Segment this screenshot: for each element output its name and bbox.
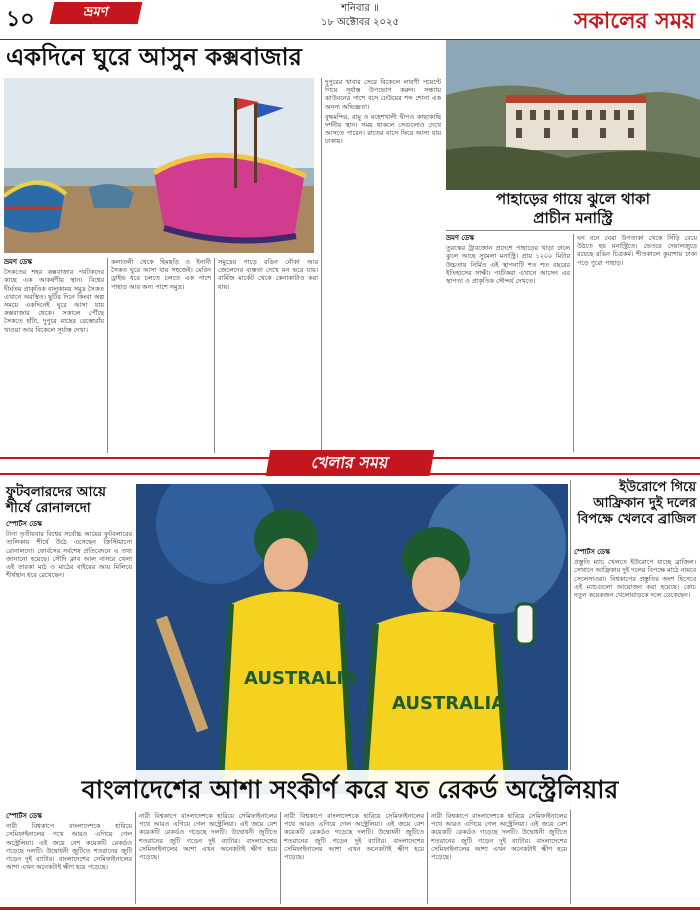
monastery-author: ভ্রমণ ডেস্ক (446, 234, 474, 242)
brazil-headline: ইউরোপে গিয়ে আফ্রিকান দুই দলের বিপক্ষে খেলবে ব্রাজিল (577, 480, 696, 527)
football-headline: ফুটবলারদের আয়ে শীর্ষে রোনালদো (6, 484, 106, 516)
cricket-body-3: নারী বিশ্বকাপে বাংলাদেশকে হারিয়ে সেমিফাইনালের পথে আরও এগিয়ে গেল অস্ট্রেলিয়া। এই জয়ে বেশ কয়েকটি রেকর্ডও গড়েছে দলটি। উদ্বোধনী জুটিতে শতরানের জুটি গড়েন দুই ব্যাটার। বাংলাদেশের সেমিফাইনালের আশা এখন অনেকটাই ক্ষীণ হয়ে পড়েছে। (284, 812, 424, 862)
column-divider (107, 258, 108, 453)
travel-column-1 (4, 258, 104, 453)
cricket-body-2: নারী বিশ্বকাপে বাংলাদেশকে হারিয়ে সেমিফাইনালের পথে আরও এগিয়ে গেল অস্ট্রেলিয়া। এই জয়ে বেশ কয়েকটি রেকর্ডও গড়েছে দলটি। উদ্বোধনী জুটিতে শতরানের জুটি গড়েন দুই ব্যাটার। বাংলাদেশের সেমিফাইনালের আশা এখন অনেকটাই ক্ষীণ হয়ে পড়েছে। (139, 812, 277, 862)
monastery-photo (446, 40, 700, 190)
travel-body-1: সৈকতের শহর কক্সবাজার পর্যটকদের কাছে এক আকর্ষণীয় স্থান। বিশ্বের দীর্ঘতম প্রাকৃতিক বালুকাময় সমুদ্র সৈকত এখানে অবস্থিত। ছুটির দিনে কিংবা অল্প সময়ে একদিনেই ঘুরে আসা যায় কক্সবাজার থেকে। সকালে পৌঁছে সৈকতে হাঁটা, দুপুরে মাছের রেস্তোরাঁয় খাওয়া আর বিকেলে সূর্যাস্ত দেখা। (4, 268, 104, 334)
travel-body-2: কলাতলী থেকে হিমছড়ি ও ইনানী সৈকত ঘুরে আসা যায় সহজেই। মেরিন ড্রাইভ ধরে চলতে চলতে এক পাশে পাহাড় আর অন্য পাশে সমুদ্র। (111, 258, 211, 291)
column-divider (321, 78, 322, 453)
cricket-column-4 (431, 812, 567, 904)
section-rule (446, 230, 700, 231)
section-tag: ভ্রমণ (50, 2, 143, 24)
issue-date-text: ১৮ অক্টোবর ২০২৫ (320, 17, 399, 28)
issue-day: শনিবার ॥ (341, 3, 379, 14)
boats-photo (4, 78, 314, 253)
cricket-author: স্পোর্টস ডেস্ক (6, 812, 42, 820)
travel-headline: একদিনে ঘুরে আসুন কক্সবাজার (6, 43, 302, 71)
travel-column-3 (218, 258, 318, 453)
travel-column-4 (325, 78, 441, 453)
column-divider (280, 812, 281, 904)
brazil-body: প্রস্তুতি ম্যাচ খেলতে ইউরোপে যাচ্ছে ব্রাজিল। সেখানে আফ্রিকার দুই দলের বিপক্ষে মাঠে নামবে সেলেসাওরা। বিশ্বকাপের প্রস্তুতির অংশ হিসেবে এই ম্যাচগুলো আয়োজন করা হয়েছে। কোচ নতুন কয়েকজন খেলোয়াড়কে দলে ডেকেছেন। (574, 558, 696, 600)
sports-section-label: খেলার সময় (266, 450, 435, 476)
monastery-headline-line2: প্রাচীন মনাস্ট্রি (533, 209, 613, 227)
column-divider (570, 480, 571, 904)
column-divider (135, 812, 136, 904)
cricket-column-1 (6, 812, 132, 904)
cricket-column-3 (284, 812, 424, 904)
cricket-headline: বাংলাদেশের আশা সংকীর্ণ করে যত রেকর্ড অস্ট্রেলিয়ার (30, 770, 670, 810)
travel-body-3: সমুদ্রের পাড়ে রঙিন নৌকা আর জেলেদের ব্যস্ততা দেখে মন ভরে যায়। বার্মিজ মার্কেট থেকে কেনাকাটাও করা যায়। (218, 258, 318, 291)
issue-date (270, 2, 450, 30)
cricket-column-2 (139, 812, 277, 904)
monastery-column-1 (446, 234, 570, 452)
jersey-text-right: AUSTRALIA (392, 693, 506, 714)
column-divider (214, 258, 215, 453)
monastery-column-2 (577, 234, 697, 452)
football-column (6, 520, 132, 765)
monastery-headline (446, 190, 700, 228)
jersey-text-left: AUSTRALIA (244, 668, 358, 689)
column-divider (573, 234, 574, 452)
travel-body-4: দুপুরের খাবার সেরে বিকেলে লাবণী পয়েন্টে গিয়ে সূর্যাস্ত উপভোগ করুন। সন্ধ্যায় ঝাউবনের পাশে বসে ঢেউয়ের শব্দ শোনা এক অনন্য অভিজ্ঞতা। (325, 78, 441, 111)
column-divider (427, 812, 428, 904)
cricket-body-1: নারী বিশ্বকাপে বাংলাদেশকে হারিয়ে সেমিফাইনালের পথে আরও এগিয়ে গেল অস্ট্রেলিয়া। এই জয়ে বেশ কয়েকটি রেকর্ডও গড়েছে দলটি। উদ্বোধনী জুটিতে শতরানের জুটি গড়েন দুই ব্যাটার। বাংলাদেশের সেমিফাইনালের আশা এখন অনেকটাই ক্ষীণ হয়ে পড়েছে। (6, 822, 132, 872)
page-number: ১০ (6, 7, 35, 32)
football-body: টানা তৃতীয়বার বিশ্বের সর্বোচ্চ আয়ের ফুটবলারের তালিকায় শীর্ষে উঠে এসেছেন ক্রিস্টিয়ানো রোনালদো। ফোর্বসের সর্বশেষ প্রতিবেদনে এ তথ্য জানানো হয়েছে। সৌদি ক্লাব আল নাসরে খেলা এই তারকা মাঠ ও মাঠের বাইরের আয় মিলিয়ে শীর্ষস্থান ধরে রেখেছেন। (6, 530, 132, 580)
travel-author: ভ্রমণ ডেস্ক (4, 258, 32, 266)
travel-column-2 (111, 258, 211, 453)
monastery-body-1: তুরস্কের ট্রাবজোন প্রদেশে পাহাড়ের খাড়া ঢালে ঝুলে আছে সুমেলা মনাস্ট্রি। প্রায় ১২০০ মিটার উচ্চতায় নির্মিত এই স্থাপনাটি শত শত বছরের ইতিহাসের সাক্ষী। পর্যটকরা এখানে আসেন এর স্থাপত্য ও প্রাকৃতিক সৌন্দর্য দেখতে। (446, 244, 570, 286)
monastery-body-2: ঘন বনে ঘেরা উপত্যকা থেকে সিঁড়ি বেয়ে উঠতে হয় মনাস্ট্রিতে। ভেতরে দেয়ালজুড়ে রয়েছে রঙিন চিত্রকর্ম। শীতকালে কুয়াশায় ঢাকা পড়ে পুরো পাহাড়। (577, 234, 697, 267)
newspaper-logo: সকালের সময় (573, 8, 695, 34)
cricket-body-4: নারী বিশ্বকাপে বাংলাদেশকে হারিয়ে সেমিফাইনালের পথে আরও এগিয়ে গেল অস্ট্রেলিয়া। এই জয়ে বেশ কয়েকটি রেকর্ডও গড়েছে দলটি। উদ্বোধনী জুটিতে শতরানের জুটি গড়েন দুই ব্যাটার। বাংলাদেশের সেমিফাইনালের আশা এখন অনেকটাই ক্ষীণ হয়ে পড়েছে। (431, 812, 567, 862)
travel-body-5: বুদ্ধমন্দির, রামু ও মহেশখালী দ্বীপও কাছাকাছি দর্শনীয় স্থান। সময় থাকলে সেগুলোও দেখে আসতে পারেন। রাতের বাসে ফিরে আসা যায় ঢাকায়। (325, 112, 441, 146)
monastery-headline-line1: পাহাড়ের গায়ে ঝুলে থাকা (496, 190, 650, 208)
brazil-author: স্পোর্টস ডেস্ক (574, 548, 610, 556)
football-author: স্পোর্টস ডেস্ক (6, 520, 42, 528)
brazil-column (574, 548, 696, 903)
cricket-photo (136, 484, 568, 794)
